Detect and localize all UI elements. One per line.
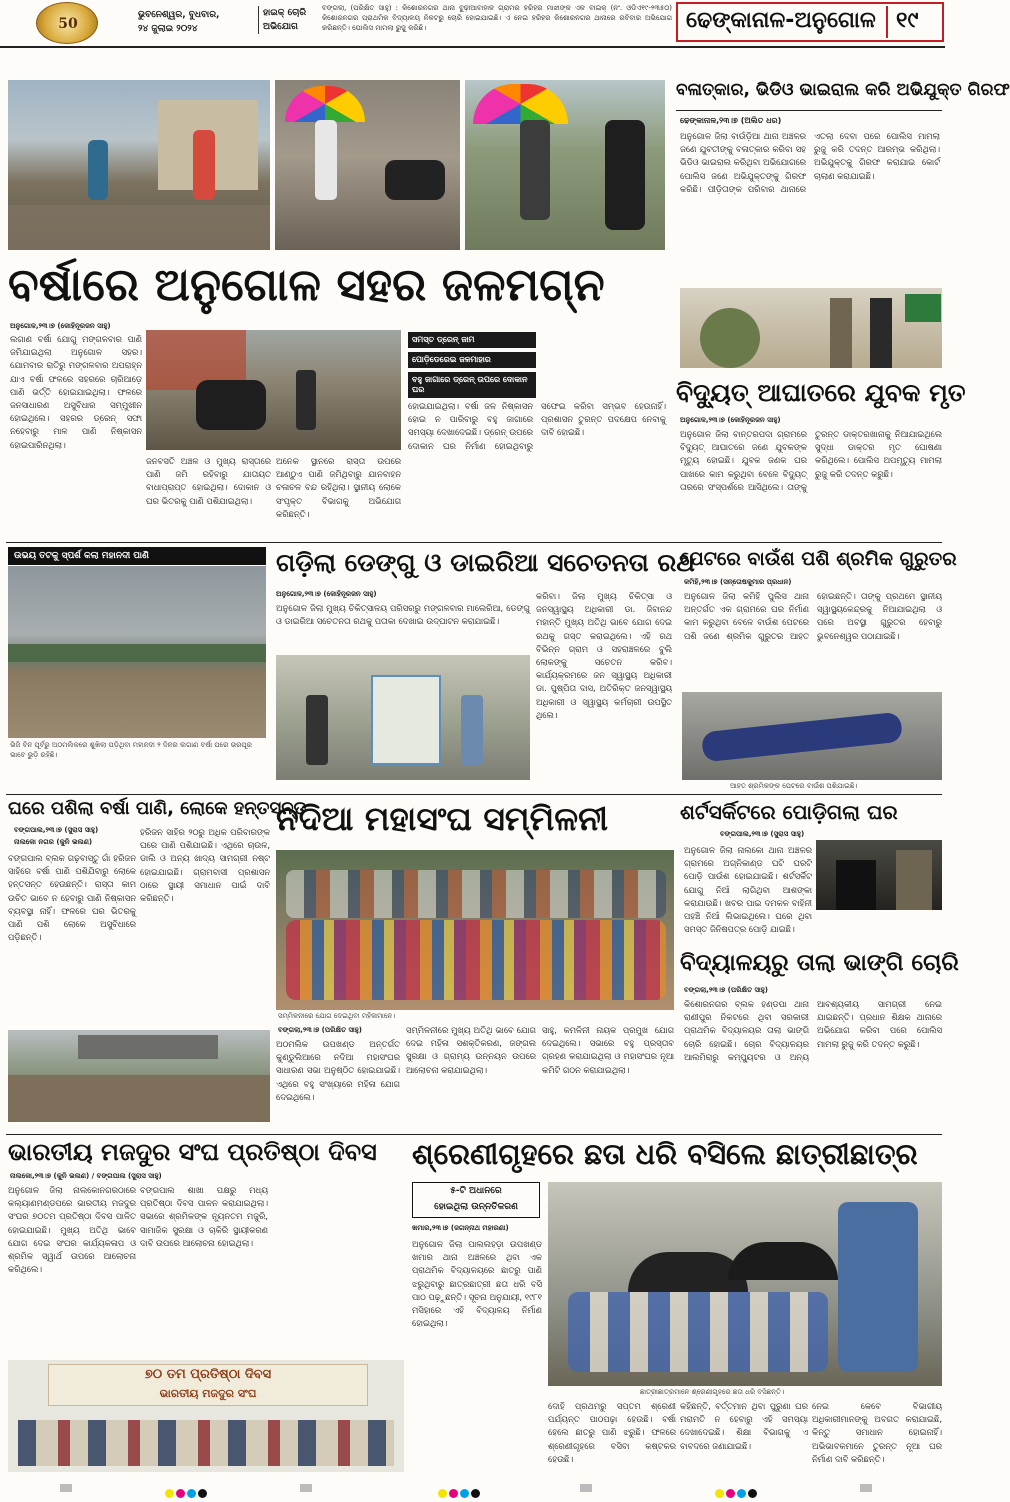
print-registration-marks	[0, 1480, 945, 1497]
masthead	[0, 0, 945, 46]
waterlog-col4: ହୋଇଯାଇଥିଲା। ବର୍ଷା ଜଳ ନିଷ୍କାସନ ହୋଇ ନ ପାରିବାରୁ ବହୁ ଜାଗାରେ ସମସ୍ୟା ଦେଖାଦେଇଛି। ଡ୍ରେନ୍ ଉପରେ ଦୋକାନ ଘର ନିର୍ମାଣ ହୋଇଥିବାରୁ ସଫେଇ କରିବା ସମ୍ଭବ ହେଉନାହିଁ। ପ୍ରଶାସନ ତୁରନ୍ତ ପଦକ୍ଷେପ ନେବାକୁ ଦାବି ହୋଇଛି।	[408, 401, 666, 451]
worker-byline: କମିହି,୨୩।୭ (ସନ୍ତୋଷକୁମାର ପ୍ରଧାନ)	[684, 578, 792, 586]
waterlog-highlight-3: ବହୁ ଜାଗାରେ ଡ୍ରେନ୍ ଉପରେ ଦୋକାନ ଘର	[408, 372, 536, 398]
masthead-logo	[36, 2, 98, 44]
worker-caption: ଆହତ ଶ୍ରମିକଙ୍କ ପେଟରେ ବାଉଁଶ ପଶିଯାଇଛି।	[730, 782, 858, 790]
worker-headline: ପେଟରେ ବାଉଁଶ ପଶି ଶ୍ରମିକ ଗୁରୁତର	[680, 548, 957, 570]
waterlog-byline: ଅନୁଗୋଳ,୨୩।୭ (କୋହିନୂରଜନ ସାହୁ)	[10, 322, 111, 330]
dengue-byline: ଅନୁଗୋଳ,୨୩।୭ (କୋହିନୂରଜନ ସାହୁ)	[276, 590, 377, 598]
umbrella-byline: ଖମାର,୨୩।୭ (ଜଗନ୍ନାଥ ମହାରଣା)	[412, 1224, 509, 1232]
cmyk-dots-1	[165, 1483, 209, 1502]
waterlog-photo-4	[146, 330, 401, 450]
nadia-col2: ସମ୍ମିଳନୀରେ ମୁଖ୍ୟ ଅତିଥି ଭାବେ ଯୋଗ ଦେଇ ମହିଳା ସଶକ୍ତିକରଣ, ଜଙ୍ଗଲ ସୁରକ୍ଷା ଓ ଗ୍ରାମ୍ୟ ଉନ୍ନୟନ ଉପରେ ଆଲୋଚନା କରାଯାଇଥିଲା।	[406, 1025, 536, 1075]
mahanadi-photo	[8, 566, 266, 738]
umbrella-highlight-box: ୫-ଟି ଅଧାନରେ ହୋଇଥିଲା ଉନ୍ନତିକରଣ	[412, 1182, 540, 1218]
rape-arrest-byline: ଢେଙ୍କାନାଳ,୨୩।୭ (ଅଲିତ ଧର)	[680, 116, 782, 125]
umbrella-shape-2	[473, 84, 568, 124]
school-theft-body: କିଶୋରନଗର ବ୍ଲକ ହଣ୍ଡପା ଥାନା ରାଣୀପୁର ନିକଟରେ ଥିବା ସରକାରୀ ପ୍ରାଥମିକ ବିଦ୍ୟାଳୟର ତାଲା ଭାଙ୍ଗି ଚୋରି ହୋଇଛି। ଚୋର ବିଦ୍ୟାଳୟର ଆଲମିରାରୁ କମ୍ପ୍ୟୁଟର ଓ ଅନ୍ୟ ଆବଶ୍ୟକୀୟ ସାମଗ୍ରୀ ନେଇ ଯାଇଛନ୍ତି। ପ୍ରଧାନ ଶିକ୍ଷକ ଥାନାରେ ଅଭିଯୋଗ କରିବା ପରେ ପୋଲିସ ମାମଲା ରୁଜୁ କରି ତଦନ୍ତ କରୁଛି।	[684, 999, 942, 1062]
umbrella-headline: ଶ୍ରେଣୀଗୃହରେ ଛତା ଧରି ବସିଲେ ଛାତ୍ରୀଛାତ୍ର	[412, 1137, 918, 1171]
section-divider	[886, 6, 888, 38]
brief-label: ହାଇକ୍ ଚୋରି ଅଭିଯୋଗ	[258, 6, 318, 34]
waterlog-highlight-2: ପୋଡ଼ିଡେରେଇ ଜଳମାହାର	[408, 352, 536, 368]
umbrella-bottom-col3: ନେଇ କେବେ ବିଭାଗୀୟ ଅଧିକାରୀମାନଙ୍କୁ ଅବଗତ କରାଯାଇଛି, କିନ୍ତୁ ସମାଧାନ ହୋଇନାହିଁ। ଅଭିଭାବକମାନେ ତୁରନ୍ତ ନୂଆ ଘର ନିର୍ମାଣ ଦାବି କରିଛନ୍ତି।	[812, 1401, 942, 1464]
rainwater-headline: ଘରେ ପଶିଲା ବର୍ଷା ପାଣି, ଲୋକେ ହନ୍ତସନ୍ତ	[8, 798, 307, 819]
mahanadi-caption: ଭିଜି ବିନ ପୂର୍ବରୁ ଅଠମଲିକରେ ଶୁଖିଲା ପଡ଼ିଥିବା ମହାନଦୀ ୨ ଦିନର ଲଗାଣ ବର୍ଷା ପରେ ଭରପୂର ଭାବେ ଭୁଡ଼ି ରହିଛି।	[10, 741, 252, 759]
umbrella-bottom-col2: କହିଛନ୍ତି, ବର୍ତ୍ତମାନ ଥିବା ପୁରୁଣା ଘର ମରାମତି ନ ହେବାରୁ ଏହି ସମସ୍ୟା ଦେଖାଦେଇଛି। ଶିକ୍ଷା ବିଭାଗକୁ ଏ ବାବଦରେ ଜଣାଯାଇଛି।	[680, 1401, 808, 1451]
rainwater-photo	[8, 1030, 270, 1122]
nadia-headline: ନଦିଆ ମହାସଂଘ ସମ୍ମିଳନୀ	[276, 799, 609, 838]
cmyk-dots-2	[438, 1483, 482, 1502]
waterlog-photo-3	[465, 80, 665, 250]
bms-headline: ଭାରତୀୟ ମଜଦୁର ସଂଘ ପ୍ରତିଷ୍ଠା ଦିବସ	[8, 1138, 377, 1166]
school-theft-headline: ବିଦ୍ୟାଳୟରୁ ତାଲା ଭାଙ୍ଗି ଚୋରି	[680, 950, 959, 976]
rainwater-col2: ହରିଜନ ସାହିର ୨୦ରୁ ଅଧିକ ପରିବାରଙ୍କ ଘରେ ପାଣି ପଶିଯାଇଛି। ଏଥିରେ ଚାଉଳ, ଡାଲି ଓ ଅନ୍ୟ ଖାଦ୍ୟ ସାମଗ୍ରୀ ନଷ୍ଟ ହୋଇଯାଇଛି। ଗ୍ରାମବାସୀ ପ୍ରଶାସନ ଠାରେ ସ୍ଥାୟୀ ସମାଧାନ ପାଇଁ ଦାବି କରିଛନ୍ତି।	[140, 827, 270, 904]
dateline: ଭୁବନେଶ୍ୱର, ବୁଧବାର, ୨୪ ଜୁଲାଇ ୨୦୨୪	[138, 10, 220, 34]
nadia-byline: ବଙ୍ଗଲା,୨୩।୭ (ପରିକ୍ଷିତ ସାହୁ)	[278, 1026, 362, 1034]
umbrella-bottom-col1: ଦୋହି ପ୍ରଥମରୁ ସପ୍ତମ ଶ୍ରେଣୀ ପର୍ଯ୍ୟନ୍ତ ପାଠପଢ଼ା ହେଉଛି। ବର୍ଷା ହେଲେ ଛାତରୁ ପାଣି ଝରୁଛି। ଫଳରେ ଶ୍ରେଣୀଗୃହରେ ବସିବା କଷ୍ଟକର ହେଉଛି।	[548, 1401, 676, 1464]
electrocution-body: ଅନୁଗୋଳ ଜିଲା ବାନ୍ତରପଦା ଗ୍ରାମରେ ବିଦ୍ୟୁତ୍ ଆଘାତରେ ଜଣେ ଯୁବକଙ୍କ ମୃତ୍ୟୁ ହୋଇଛି। ଯୁବକ ଜଣକ ଘର ପାଖରେ କାମ କରୁଥିବା ବେଳେ ବିଦ୍ୟୁତ୍ ତାରରେ ସଂସ୍ପର୍ଶରେ ଆସିଥିଲେ। ତାଙ୍କୁ ତୁରନ୍ତ ଡାକ୍ତରଖାନାକୁ ନିଆଯାଇଥିଲେ ସୁଦ୍ଧା ଡାକ୍ତର ମୃତ ଘୋଷଣା କରିଥିଲେ। ପୋଲିସ ଅପମୃତ୍ୟୁ ମାମଲା ରୁଜୁ କରି ତଦନ୍ତ କରୁଛି।	[680, 429, 942, 492]
rape-arrest-headline: ବଳାତ୍କାର, ଭିଡିଓ ଭାଇରାଲ କରି ଅଭିଯୁକ୍ତ ଗିରଫ	[676, 80, 1010, 100]
nadia-col1: ଅଠମଲିକ ଉପଖଣ୍ଡ ଅନ୍ତର୍ଗତ କୁଣ୍ଡୁଲିଆରେ ନଦିଆ ମହାସଂଘର ସାଧାରଣ ସଭା ଅନୁଷ୍ଠିତ ହୋଇଯାଇଛି। ଏଥିରେ ବହୁ ସଂଖ୍ୟାରେ ମହିଳା ଯୋଗ ଦେଇଥିଲେ।	[276, 1039, 400, 1102]
rainwater-byline: ବଙ୍ଗପାଲ,୨୩।୭ (ସୁରାସ ସାହୁ)	[14, 826, 99, 834]
waterlog-col3: ଅନେକ ସ୍ଥାନରେ ରାସ୍ତା ଉପରେ ଆଣ୍ଠୁଏ ପାଣି ଜମିଥିବାରୁ ଯାନବାହନ ଚଳାଚଳ ବନ୍ଦ ରହିଥିଲା। ସ୍ଥାନୀୟ ଲୋକେ ସଂପୃକ୍ତ ବିଭାଗକୁ ଅଭିଯୋଗ କରିଛନ୍ତି।	[276, 456, 401, 519]
rainwater-byline-2: ନାଲକୋ ନଗର (କୁନି ଭଲଣ)	[14, 838, 93, 846]
rainwater-col1: ବଙ୍ଗପାଲ ବ୍ଲକ ଗଢ଼ବାସ୍ତୁ ଗାଁ ହରିଜନ ସାହିରେ ବର୍ଷା ପାଣି ପଶିଯିବାରୁ ଲୋକେ ହନ୍ତସନ୍ତ ହେଉଛନ୍ତି। ରାସ୍ତା କାମ ଉଚିତ ଭାବେ ନ ହେବାରୁ ପାଣି ନିଷ୍କାସନ ବ୍ୟବସ୍ଥା ନାହିଁ। ଫଳରେ ଘର ଭିତରକୁ ପାଣି ପଶି ଲୋକେ ଅସୁବିଧାରେ ପଡ଼ିଛନ୍ତି।	[8, 853, 136, 943]
waterlog-photo-1	[8, 80, 270, 250]
nadia-photo	[276, 850, 674, 1010]
bms-byline: ନାଲକୋ,୨୩।୭ (କୁନି ଭଲଣ) / ବଙ୍ଗପାଲ (ସୁରାସ ସାହୁ)	[10, 1172, 162, 1180]
short-circuit-photo	[816, 840, 942, 910]
waterlog-highlights	[408, 332, 536, 398]
short-circuit-byline: ବଙ୍ଗପାଲ,୨୩।୭ (ସୁରାସ ସାହୁ)	[720, 830, 805, 838]
dengue-headline: ଗଡ଼ିଲା ଡେଙ୍ଗୁ ଓ ଡାଇରିଆ ସଚେତନତା ରଥ	[276, 548, 695, 577]
umbrella-photo	[548, 1182, 942, 1386]
mahanadi-banner: ଉଭୟ ତଟକୁ ସ୍ପର୍ଶ କଲା ମହାନଦୀ ପାଣି	[8, 547, 266, 565]
bms-col2: ବଙ୍ଗପାଲ ଶାଖା ପକ୍ଷରୁ ମଧ୍ୟ ପ୍ରତିଷ୍ଠା ଦିବସ ପାଳନ କରାଯାଇଥିଲା। ସଭାରେ ଶ୍ରମିକଙ୍କ ନ୍ୟୂନତମ ମଜୁରି, ସାମାଜିକ ସୁରକ୍ଷା ଓ ଚାକିରି ସ୍ଥାୟୀକରଣ ଦାବି ଉପରେ ଆଲୋଚନା ହୋଇଥିଲା।	[140, 1185, 268, 1248]
waterlog-highlight-1: ସମସ୍ତ ଡ୍ରେନ୍ ଜାମ	[408, 332, 536, 348]
awareness-van	[371, 675, 441, 765]
short-circuit-headline: ଶର୍ଟସର୍କିଟରେ ପୋଡ଼ିଗଲା ଘର	[680, 800, 898, 824]
bms-stage-photo	[8, 1360, 404, 1472]
short-circuit-body: ଅନୁଗୋଳ ଜିଲା ନାଲକୋ ଥାନା ଅଞ୍ଚଳର ଗ୍ରାମରେ ଅଗ୍ନିକାଣ୍ଡ ଘଟି ଘରଟି ପୋଡ଼ି ପାଉଁଶ ହୋଇଯାଇଛି। ଶର୍ଟସର୍କିଟ ଯୋଗୁ ନିଆଁ ଲାଗିଥିବା ଆଶଙ୍କା କରାଯାଉଛି। ଖବର ପାଇ ଦମକଳ ବାହିନୀ ପହଞ୍ଚି ନିଆଁ ଲିଭାଇଥିଲେ। ଘରେ ଥିବା ସମସ୍ତ ଜିନିଷପତ୍ର ପୋଡ଼ି ଯାଇଛି।	[684, 845, 812, 935]
bms-stage-banner: ୭୦ ତମ ପ୍ରତିଷ୍ଠା ଦିବସ ଭାରତୀୟ ମଜଦୁର ସଂଘ	[48, 1364, 368, 1406]
school-theft-byline: ବଙ୍ଗଲା,୨୩।୭ (ପରିକ୍ଷିତ ସାହୁ)	[684, 986, 768, 994]
cmyk-dots-3	[715, 1483, 759, 1502]
waterlog-photo-2	[275, 80, 460, 250]
waterlog-headline: ବର୍ଷାରେ ଅନୁଗୋଳ ସହର ଜଳମଗ୍ନ	[8, 258, 605, 311]
nadia-col3: ସାହୁ, କମଳିନୀ ନାୟକ ପ୍ରମୁଖ ଯୋଗ ଦେଇଥିଲେ। ସଭାରେ ବହୁ ପ୍ରସ୍ତାବ ଗ୍ରହଣ କରାଯାଇଥିଲା ଓ ମହାସଂଘର ନୂଆ କମିଟି ଗଠନ କରାଯାଇଥିଲା।	[542, 1025, 674, 1075]
section-title-box	[676, 2, 944, 42]
electrocution-headline: ବିଦ୍ୟୁତ୍ ଆଘାତରେ ଯୁବକ ମୃତ	[676, 378, 966, 407]
worker-photo	[682, 692, 942, 780]
waterlog-col2: ଜନବସତି ଅଞ୍ଚଳ ଓ ମୁଖ୍ୟ ରାସ୍ତାରେ ପାଣି ଜମି ରହିବାରୁ ଯାତାୟତ ବାଧାପ୍ରାପ୍ତ ହୋଇଥିଲା। ଦୋକାନ ଓ ଘର ଭିତରକୁ ପାଣି ପଶିଯାଇଥିଲା।	[146, 456, 271, 506]
dengue-col2: କରିବା। ଜିଲା ମୁଖ୍ୟ ଚିକିତ୍ସା ଓ ଜନସ୍ୱାସ୍ଥ୍ୟ ଅଧିକାରୀ ଡା. ଜିବାନନ୍ଦ ମହାନ୍ତି ମୁଖ୍ୟ ଅତିଥି ଭାବେ ଯୋଗ ଦେଇ ରଥକୁ ଗସ୍ତ କରାଇଥିଲେ। ଏହି ରଥ ବିଭିନ୍ନ ଗ୍ରାମ ଓ ସହରାଞ୍ଚଳରେ ବୁଲି ଲୋକଙ୍କୁ ସଚେତନ କରିବ। କାର୍ଯ୍ୟକ୍ରମରେ ଜନ ସ୍ୱାସ୍ଥ୍ୟ ଅଧିକାରୀ ଡା. ପୁଷ୍ପିତା ଦାସ, ଅତିରିକ୍ତ ଜନସ୍ୱାସ୍ଥ୍ୟ ଅଧିକାରୀ ଓ ସ୍ୱାସ୍ଥ୍ୟ କର୍ମଚାରୀ ଉପସ୍ଥିତ ଥିଲେ।	[536, 591, 672, 720]
nadia-caption: ସମ୍ମିଳନୀରେ ଯୋଗ ଦେଇଥିବା ମହିଳାମାନେ।	[278, 1012, 396, 1020]
electrocution-byline: ଅନୁଗୋଳ,୨୩।୭ (କୋହିନୂରଜନ ସାହୁ)	[680, 416, 781, 424]
section-title: ଢେଙ୍କାନାଳ-ଅନୁଗୋଳ	[686, 8, 876, 33]
masthead-rule	[0, 46, 945, 48]
brief-text: ବଙ୍ଗଲା, (ପରିକ୍ଷିତ ସାହୁ) : କିଶୋରନଗର ଥାନା ବୁଢ଼ୀଆବାହାଳ ଗ୍ରାମର ହରିହର ମାଝୀଙ୍କ ଏକ ବାଇକ୍ (ନଂ. ଓଡିଏ୧୯-୨୩୫୦) କିଶୋରନଗର ପ୍ରାଥମିକ ବିଦ୍ୟାଳୟ ନିକଟରୁ ଚୋରି ହୋଇଯାଇଛି। ଏ ନେଇ ହରିହର କିଶୋରନଗର ଥାନାରେ ରବିବାର ଅଭିଯୋଗ କରିଛନ୍ତି। ପୋଲିସ ମାମଲା ରୁଜୁ କରିଛି।	[322, 4, 672, 32]
umbrella-col1: ଅନୁଗୋଳ ଜିଲା ପାଲଲହଡ଼ା ଉପଖଣ୍ଡ ଖମାର ଥାନା ଅଞ୍ଚଳରେ ଥିବା ଏକ ପ୍ରାଥମିକ ବିଦ୍ୟାଳୟରେ ଛାତରୁ ପାଣି ଝରୁଥିବାରୁ ଛାତ୍ରଛାତ୍ରୀ ଛତା ଧରି ବସି ପାଠ ପଢ଼ୁଛନ୍ତି। ସୂଚନା ଅନୁଯାୟୀ, ୧୯୮୧ ମସିହାରେ ଏହି ବିଦ୍ୟାଳୟ ନିର୍ମାଣ ହୋଇଥିଲା।	[412, 1239, 542, 1329]
rape-arrest-body: ଅନୁଗୋଳ ଜିଲା ବାଉଁଡ଼ିଆ ଥାନା ଅଞ୍ଚଳର ଜଣେ ଯୁବତୀଙ୍କୁ ବଳାତ୍କାର କରିବା ସହ ଭିଡିଓ ଭାଇରାଲ କରିଥିବା ଅଭିଯୋଗରେ ପୋଲିସ ଜଣେ ଅଭିଯୁକ୍ତଙ୍କୁ ଗିରଫ କରିଛି। ପୀଡ଼ିତାଙ୍କ ପରିବାର ଥାନାରେ ଏତଲା ଦେବା ପରେ ପୋଲିସ ମାମଲା ରୁଜୁ କରି ତଦନ୍ତ ଆରମ୍ଭ କରିଥିଲା। ଅଭିଯୁକ୍ତକୁ ଗିରଫ କରାଯାଇ କୋର୍ଟ ଚାଲାଣ କରାଯାଇଛି।	[680, 131, 940, 194]
dengue-col1: ଅନୁଗୋଳ ଜିଲା ମୁଖ୍ୟ ଚିକିତ୍ସାଳୟ ପରିସରରୁ ମଙ୍ଗଳବାର ମାଲେରିଆ, ଡେଙ୍ଗୁ ଓ ଡାଇରିଆ ସଚେତନତା ରଥକୁ ପତାକା ଦେଖାଇ ଉଦ୍‌ଘାଟନ କରାଯାଇଛି।	[276, 603, 530, 627]
bms-col1: ଅନୁଗୋଳ ଜିଲା ନାଲକୋନଗରଠାରେ କଲ୍ୟାଣମଣ୍ଡପରେ ଭାରତୀୟ ମଜଦୁର ସଂଘର ୭୦ତମ ପ୍ରତିଷ୍ଠା ଦିବସ ପାଳିତ ହୋଇଯାଇଛି। ମୁଖ୍ୟ ଅତିଥି ଭାବେ ଯୋଗ ଦେଇ ସଂଘର କାର୍ଯ୍ୟକଳାପ ଓ ଶ୍ରମିକ ସ୍ୱାର୍ଥ ଉପରେ ଆଲୋଚନା କରିଥିଲେ।	[8, 1185, 136, 1275]
rape-arrest-photo	[680, 288, 942, 368]
waterlog-col1: ଲଗାଣ ବର୍ଷା ଯୋଗୁ ମଙ୍ଗଳବାର ପାଣି ଜମିଯାଇଥିଲା ଅନୁଗୋଳ ସହର। ଯୋମବାର ରାତିରୁ ମଙ୍ଗଳବାର ଅପରାହ୍ନ ଯାଏ ବର୍ଷା ଫଳରେ ସହରରେ ଚାରିଆଡ଼େ ପାଣି ଭର୍ତ୍ତି ହୋଇଯାଇଥିଲା। ଫଳରେ ଜନସାଧାରଣ ଅସୁବିଧାର ସମ୍ମୁଖୀନ ହୋଇଥିଲେ। ସହରର ଡ୍ରେନ୍ ସଫା ନହେବାରୁ ମାଳ ପାଣି ନିଷ୍କାସନ ହୋଇପାରିନଥିଲା।	[10, 334, 142, 450]
worker-body: ଅନୁଗୋଳ ଜିଲା କମିହି ପୁଲିସ ଥାନା ଅନ୍ତର୍ଗତ ଏକ ଗ୍ରାମରେ ଘର ନିର୍ମାଣ କାମ କରୁଥିବା ବେଳେ ବାଉଁଶ ପେଟରେ ପଶି ଜଣେ ଶ୍ରମିକ ଗୁରୁତର ଆହତ ହୋଇଛନ୍ତି। ତାଙ୍କୁ ପ୍ରଥମେ ସ୍ଥାନୀୟ ସ୍ୱାସ୍ଥ୍ୟକେନ୍ଦ୍ରକୁ ନିଆଯାଇଥିଲା ଓ ପରେ ଅବସ୍ଥା ଗୁରୁତର ହେବାରୁ ଭୁବନେଶ୍ୱର ପଠାଯାଇଛି।	[684, 591, 942, 641]
short-circuit-body-2	[816, 912, 942, 944]
logo-50-emblem: 50	[58, 16, 78, 32]
page-number: ୧୯	[896, 8, 919, 33]
dengue-photo	[276, 655, 530, 780]
umbrella-caption: ଛାତ୍ରୀଛାତ୍ରମାନେ ଶ୍ରେଣୀଗୃହରେ ଛତା ଧରି ବସିଛନ୍ତି।	[640, 1388, 785, 1396]
umbrella-shape	[285, 86, 365, 122]
bms-col3	[272, 1184, 404, 1354]
